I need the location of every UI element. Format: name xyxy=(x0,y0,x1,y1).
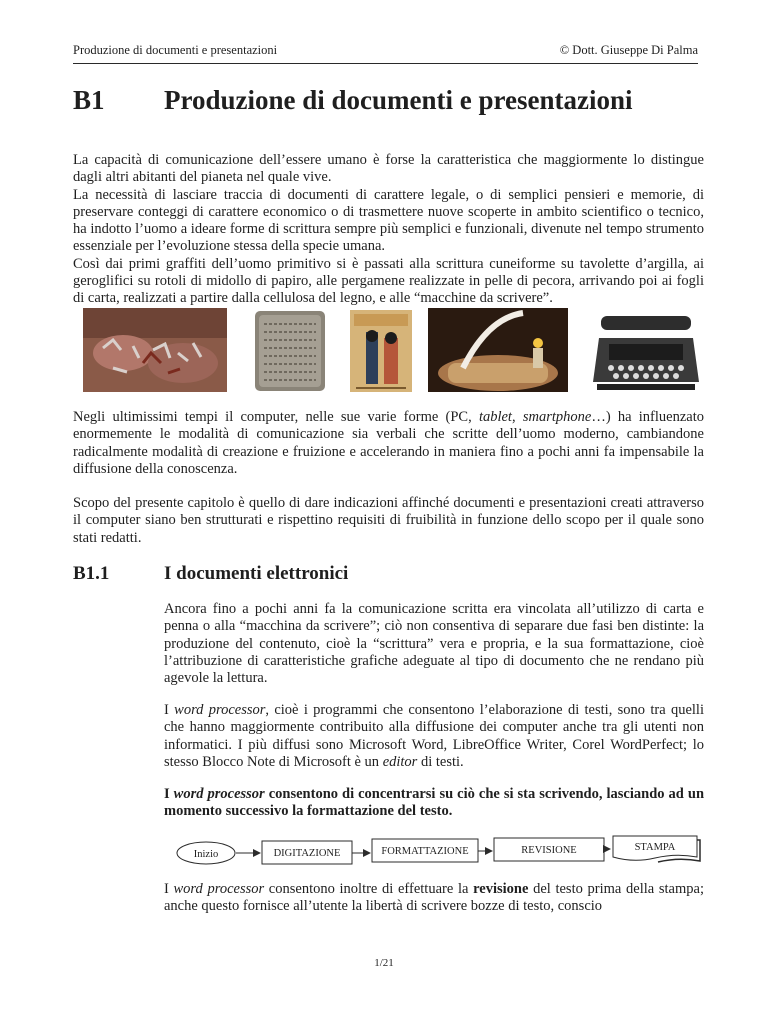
p2-tablet: tablet xyxy=(478,409,512,425)
intro-line-3: Così dai primi graffiti dell’uomo primitivo si è passati alla scrittura cuneiforme su tavolette d’argilla, ai geroglifici su rotoli di midollo di papiro, alle pergamene realizzate in pelle di pecora, arrivando poi ai fogli di carta, realizzati a partire dalla cellulosa del legno, e alle “macchine da scrivere”. xyxy=(73,255,704,307)
page-header xyxy=(73,40,698,64)
chapter-number: B1 xyxy=(73,85,105,115)
intro-paragraph xyxy=(73,152,704,308)
s2-text-c: di testi. xyxy=(417,753,464,770)
header-author: © Dott. Giuseppe Di Palma xyxy=(559,43,698,57)
section-paragraph-1: Ancora fino a pochi anni fa la comunicazione scritta era vincolata all’utilizzo di carta e penna o alla “macchina da scrivere”; ciò non consentiva di separare due fasi ben distinte: la produzione del contenuto, cioè la “scrittura” vera e propria, e la sua formattazione, cioè l’attribuzione di caratteristiche grafiche adeguate al tipo di documento che ne rendano più agevole la lettura. xyxy=(164,601,704,687)
flow-step-2-label: FORMATTAZIONE xyxy=(381,846,469,857)
page-number: 1/21 xyxy=(374,957,394,969)
s4-word-processor: word processor xyxy=(173,881,265,897)
s2-text-b: , cioè i programmi che consentono l’elaborazione di testi, sono tra quelli che hanno maggiormente contribuito alla diffusione dei computer anche tra gli utenti non informatici. I più diffusi sono Microsoft Word, LibreOffice Writer, Corel WordPerfect; lo stesso Blocco Note di Microsoft è un xyxy=(164,702,704,770)
s4-text-b: consentono inoltre di effettuare la xyxy=(264,881,474,897)
intro-line-1: La capacità di comunicazione dell’essere umano è forse la caratteristica che maggiormente lo distingue dagli altri abitanti del pianeta nel quale vive. xyxy=(73,152,704,186)
s4-text-a: I xyxy=(164,881,174,897)
section-paragraph-3 xyxy=(164,786,704,821)
typewriter-image xyxy=(589,308,703,398)
parchment-quill-image xyxy=(428,308,568,398)
s3-text-a: I xyxy=(164,786,174,802)
flow-step-3-label: REVISIONE xyxy=(521,845,577,856)
s4-revision: revisione xyxy=(473,881,529,897)
flow-end-label: STAMPA xyxy=(634,842,676,853)
s2-editor: editor xyxy=(382,753,418,770)
p2-ellipsis: … xyxy=(591,409,606,425)
section-paragraph-2 xyxy=(164,702,704,771)
writing-flowchart xyxy=(176,833,706,875)
flow-step-1-label: DIGITAZIONE xyxy=(273,848,341,859)
scope-paragraph: Scopo del presente capitolo è quello di dare indicazioni affinché documenti e presentazioni creati attraverso il computer siano ben strutturati e rispettino requisiti di fruibilità in funzione dello scopo per il quale sono stati redatti. xyxy=(73,495,704,546)
p2-smartphone: smartphone xyxy=(522,409,592,425)
section-heading: I documenti elettronici xyxy=(164,563,349,584)
p2-text-a: Negli ultimissimi tempi il computer, nelle sue varie forme (PC, xyxy=(73,409,479,425)
papyrus-image xyxy=(348,308,414,398)
s2-text-a: I xyxy=(164,702,175,718)
computer-paragraph xyxy=(73,409,704,478)
p2-separator: , xyxy=(511,409,523,425)
s3-word-processor: word processor xyxy=(173,786,265,802)
s2-word-processor: word processor xyxy=(174,702,266,718)
section-number: B1.1 xyxy=(73,563,110,584)
p2-text-b: ) ha influenzato enormemente le modalità di comunicazione sia verbali che scritte dell’uomo moderno, cambiandone radicalmente modalità di creazione e fruizione e accelerando in maniera fino a pochi anni fa impensabile la diffusione della conoscenza. xyxy=(73,409,705,477)
header-document-title: Produzione di documenti e presentazioni xyxy=(73,43,278,57)
flow-start-label: Inizio xyxy=(193,849,219,860)
cave-painting-image xyxy=(83,308,227,398)
chapter-heading: Produzione di documenti e presentazioni xyxy=(164,85,633,115)
s4-text-c: del testo prima della stampa; anche questo fornisce all’utente la libertà di scrivere bozze di testo, conscio xyxy=(164,881,704,915)
writing-history-images xyxy=(83,308,703,400)
section-paragraph-4 xyxy=(164,881,704,916)
s3-text-b: consentono di concentrarsi su ciò che si sta scrivendo, lasciando ad un momento successivo la formattazione del testo. xyxy=(164,786,705,820)
clay-tablet-image xyxy=(252,308,328,398)
intro-line-2: La necessità di lasciare traccia di documenti di carattere legale, o di semplici pensieri e memorie, di preservare conteggi di carattere economico o di trasmettere nuove scoperte in ambito scientifico o tecnico, ha indotto l’uomo a ideare forme di scrittura sempre più semplici e funzionali, divenute nel tempo strumento essenziale per l’evoluzione stessa della specie umana. xyxy=(73,186,704,255)
